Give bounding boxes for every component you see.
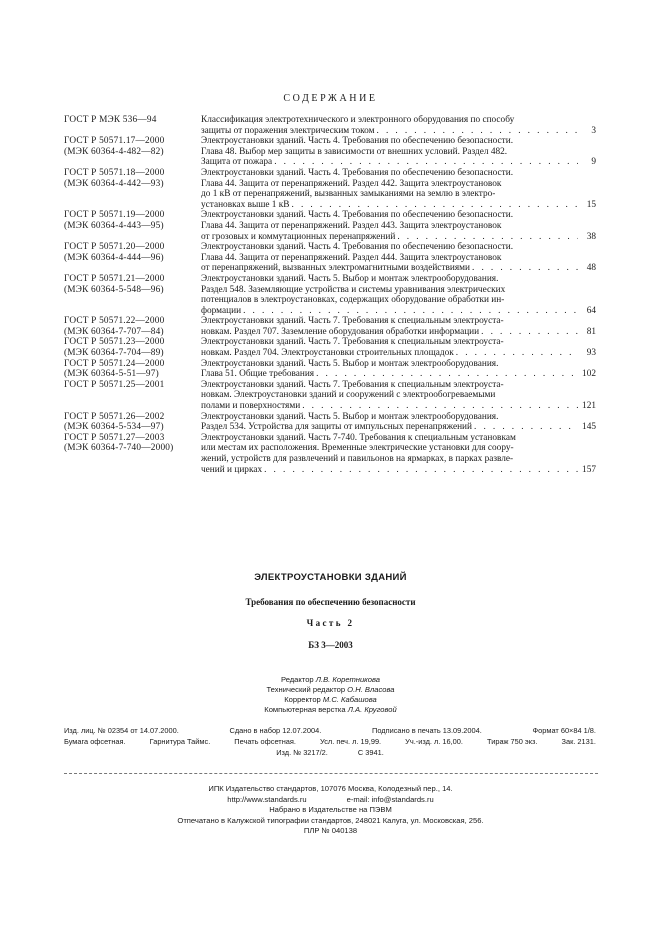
description-line: полами и поверхностями	[201, 401, 301, 412]
description-last-line	[201, 200, 596, 211]
description-line: Электроустановки зданий. Часть 4. Требования по обеспечению безопасности.	[201, 167, 514, 178]
imprint-item: Подписано в печать 13.09.2004.	[372, 726, 482, 735]
page-number: 102	[582, 369, 596, 380]
dot-leader	[274, 157, 578, 168]
description-line: установках выше 1 кВ	[201, 199, 290, 210]
dot-leader	[456, 348, 578, 359]
toc-entry-codes	[64, 380, 201, 412]
imprint-item: Формат 60×84 1/8.	[532, 726, 596, 735]
toc-entry-description	[201, 242, 596, 274]
standard-code: (МЭК 60364-4-442—93)	[64, 178, 164, 189]
description-line: новкам. Электроустановки зданий и сооружений с электрообогреваемыми	[201, 390, 496, 401]
toc-entry-description	[201, 380, 596, 412]
description-line: чений и цирках	[201, 464, 263, 475]
description-line: Классификация электротехнического и электронного оборудования по способу	[201, 115, 515, 125]
credit-row	[0, 695, 661, 705]
standard-code: ГОСТ Р МЭК 536—94	[64, 115, 157, 125]
standard-code: ГОСТ Р 50571.24—2000	[64, 358, 165, 369]
description-last-line	[201, 232, 596, 243]
standard-code: ГОСТ Р 50571.25—2001	[64, 379, 165, 390]
publisher-printed: Отпечатано в Калужской типографии стандартов, 248021 Калуга, ул. Московская, 256.	[177, 815, 484, 825]
standard-code: ГОСТ Р 50571.26—2002	[64, 411, 165, 422]
toc-entry-description	[201, 433, 596, 475]
credit-role: Компьютерная верстка	[264, 705, 346, 714]
toc-entry	[64, 115, 596, 136]
description-last-line	[201, 422, 596, 433]
toc-entry	[64, 337, 596, 358]
toc-entry	[64, 433, 596, 475]
imprint-line-1	[64, 726, 596, 737]
standard-code: (МЭК 60364-7-740—2000)	[64, 443, 174, 454]
standard-code: ГОСТ Р 50571.18—2000	[64, 167, 165, 178]
toc-entry-codes	[64, 412, 201, 433]
description-line: или местам их расположения. Временные электрические установки для соору-	[201, 443, 514, 454]
imprint-item: Бумага офсетная.	[64, 736, 126, 746]
imprint-item: Изд. № 3217/2.	[276, 747, 328, 757]
credit-name: О.Н. Власова	[347, 685, 395, 694]
toc-entry-codes	[64, 168, 201, 210]
toc-entry-codes	[64, 337, 201, 358]
toc-entry-description	[201, 412, 596, 433]
standard-code: ГОСТ Р 50571.23—2000	[64, 337, 165, 348]
credit-role: Редактор	[280, 675, 314, 684]
toc-title: СОДЕРЖАНИЕ	[283, 93, 378, 104]
credit-role: Корректор	[284, 695, 321, 704]
dot-leader	[481, 327, 578, 338]
page-number: 3	[591, 125, 596, 136]
toc-entry	[64, 242, 596, 274]
description-line: Раздел 534. Устройства для защиты от импульсных перенапряжений	[201, 422, 472, 433]
toc-entry-description	[201, 274, 596, 316]
description-line: Электроустановки зданий. Часть 7-740. Требования к специальным установкам	[201, 432, 516, 443]
description-line: Глава 44. Защита от перенапряжений. Раздел 443. Защита электроустановок	[201, 220, 502, 231]
dot-leader	[474, 422, 578, 433]
description-line: до 1 кВ от перенапряжений, вызванных замыканиями на землю в электро-	[201, 189, 496, 200]
description-line: Электроустановки зданий. Часть 4. Требования по обеспечению безопасности.	[201, 136, 514, 147]
credit-name: Л.А. Круговой	[347, 705, 397, 714]
toc-entry	[64, 274, 596, 316]
description-line: Глава 44. Защита от перенапряжений. Раздел 444. Защита электроустановок	[201, 252, 502, 263]
standard-code: ГОСТ Р 50571.21—2000	[64, 273, 165, 284]
standard-code: (МЭК 60364-7-704—89)	[64, 348, 164, 359]
imprint-item: Тираж 750 экз.	[487, 736, 538, 746]
page-number: 64	[586, 305, 596, 316]
toc-entry	[64, 380, 596, 412]
credits-block	[0, 675, 661, 715]
description-line: от перенапряжений, вызванных электромагнитными воздействиями	[201, 263, 470, 274]
description-line: Глава 51. Общие требования	[201, 369, 315, 380]
standard-code: ГОСТ Р 50571.22—2000	[64, 316, 165, 327]
description-line: новкам. Раздел 707. Заземление оборудования обработки информации	[201, 326, 480, 337]
toc-entry	[64, 210, 596, 242]
description-line: Электроустановки зданий. Часть 7. Требования к специальным электроуста-	[201, 337, 504, 348]
toc-entry	[64, 136, 596, 168]
description-last-line	[201, 465, 596, 476]
publisher-typeset: Набрано в Издательстве на ПЭВМ	[269, 805, 392, 814]
imprint-item: Усл. печ. л. 19,99.	[320, 736, 382, 746]
credit-name: М.С. Кабашова	[322, 695, 377, 704]
credit-row	[0, 675, 661, 685]
toc-entry-description	[201, 168, 596, 210]
description-line: формации	[201, 305, 242, 316]
book-part: Часть 2	[306, 618, 355, 628]
imprint-item: Изд. лиц. № 02354 от 14.07.2000.	[64, 726, 179, 735]
description-last-line	[201, 126, 596, 137]
toc-entry-codes	[64, 359, 201, 380]
description-line: жений, устройств для развлечений и павильонов на ярмарках, в парках развле-	[201, 454, 514, 464]
toc-entry-codes	[64, 433, 201, 475]
publisher-email: e-mail: info@standards.ru	[346, 794, 434, 804]
description-last-line	[201, 306, 596, 317]
page-number: 93	[586, 348, 596, 359]
description-last-line	[201, 157, 596, 168]
page-number: 15	[586, 199, 596, 210]
standard-code: ГОСТ Р 50571.27—2003	[64, 432, 165, 443]
standard-code: (МЭК 60364-5-534—97)	[64, 422, 164, 433]
imprint-line-2	[64, 737, 596, 748]
standard-code: (МЭК 60364-7-707—84)	[64, 326, 164, 337]
imprint-item: Зак. 2131.	[561, 736, 596, 746]
dot-leader	[302, 401, 578, 412]
toc-entry-description	[201, 136, 596, 168]
standard-code: ГОСТ Р 50571.17—2000	[64, 136, 165, 147]
toc-entry-description	[201, 359, 596, 380]
imprint-item: Уч.-изд. л. 16,00.	[405, 736, 463, 746]
page-number: 9	[591, 157, 596, 168]
page-number: 157	[582, 464, 596, 475]
description-line: Защита от пожара	[201, 157, 273, 168]
publisher-website: http://www.standards.ru	[227, 794, 307, 804]
toc-entry-description	[201, 337, 596, 358]
dot-leader	[243, 306, 578, 317]
dot-leader	[292, 200, 578, 211]
page-number: 145	[582, 422, 596, 433]
imprint-line-3	[64, 748, 596, 759]
page-number: 48	[586, 263, 596, 274]
imprint-item: Печать офсетная.	[234, 736, 296, 746]
imprint-item: С 3941.	[357, 747, 384, 757]
standard-code: ГОСТ Р 50571.19—2000	[64, 210, 165, 221]
description-last-line	[201, 401, 596, 412]
credit-row	[0, 685, 661, 695]
book-bz-number: БЗ 3—2003	[308, 640, 353, 650]
credit-name: Л.В. Коретникова	[315, 675, 381, 684]
description-line: Глава 48. Выбор мер защиты в зависимости от внешних условий. Раздел 482.	[201, 146, 508, 157]
standard-code: (МЭК 60364-4-443—95)	[64, 220, 164, 231]
toc-entry	[64, 412, 596, 433]
description-last-line	[201, 327, 596, 338]
toc-entry	[64, 359, 596, 380]
toc-entry	[64, 168, 596, 210]
toc-entry-codes	[64, 274, 201, 316]
description-last-line	[201, 263, 596, 274]
description-last-line	[201, 369, 596, 380]
standard-code: (МЭК 60364-4-482—82)	[64, 146, 164, 157]
credit-role: Технический редактор	[266, 685, 346, 694]
description-line: потенциалов в электроустановках, содержащих оборудование обработки ин-	[201, 295, 505, 306]
description-last-line	[201, 348, 596, 359]
dot-leader	[316, 369, 578, 380]
toc-entry-codes	[64, 242, 201, 274]
description-line: Электроустановки зданий. Часть 5. Выбор и монтаж электрооборудования.	[201, 411, 499, 422]
imprint-item: Гарнитура Таймс.	[149, 736, 211, 746]
publisher-contacts	[0, 795, 661, 806]
imprint-block	[64, 726, 596, 758]
description-line: от грозовых и коммутационных перенапряжений	[201, 231, 396, 242]
toc-entry-codes	[64, 210, 201, 242]
standard-code: (МЭК 60364-5-51—97)	[64, 369, 159, 380]
description-line: Электроустановки зданий. Часть 7. Требования к специальным электроуста-	[201, 316, 504, 327]
credit-row	[0, 705, 661, 715]
dot-leader	[264, 465, 578, 476]
table-of-contents	[64, 115, 596, 475]
toc-entry-description	[201, 210, 596, 242]
toc-entry	[64, 316, 596, 337]
description-line: Электроустановки зданий. Часть 4. Требования по обеспечению безопасности.	[201, 242, 514, 253]
dot-leader	[397, 232, 578, 243]
description-line: новкам. Раздел 704. Электроустановки строительных площадок	[201, 348, 454, 359]
standard-code: ГОСТ Р 50571.20—2000	[64, 242, 165, 253]
standard-code: (МЭК 60364-4-444—96)	[64, 252, 164, 263]
description-line: Раздел 548. Заземляющие устройства и системы уравнивания электрических	[201, 284, 506, 295]
standard-code: (МЭК 60364-5-548—96)	[64, 284, 164, 295]
book-subtitle: Требования по обеспечению безопасности	[245, 597, 416, 607]
dot-leader	[472, 263, 578, 274]
description-line: Электроустановки зданий. Часть 5. Выбор и монтаж электрооборудования.	[201, 273, 499, 284]
toc-entry-codes	[64, 115, 201, 136]
page-number: 121	[582, 401, 596, 412]
toc-entry-description	[201, 115, 596, 136]
publisher-plr: ПЛР № 040138	[303, 826, 358, 835]
page-number: 81	[586, 326, 596, 337]
dot-leader	[377, 126, 579, 137]
description-line: Электроустановки зданий. Часть 7. Требования к специальным электроуста-	[201, 379, 504, 390]
description-line: Электроустановки зданий. Часть 4. Требования по обеспечению безопасности.	[201, 210, 514, 221]
toc-entry-codes	[64, 136, 201, 168]
publisher-block	[0, 784, 661, 837]
divider	[64, 773, 598, 774]
description-line: защиты от поражения электрическим током	[201, 125, 375, 136]
book-title: ЭЛЕКТРОУСТАНОВКИ ЗДАНИЙ	[254, 572, 407, 583]
toc-entry-description	[201, 316, 596, 337]
page-number: 38	[586, 231, 596, 242]
description-line: Электроустановки зданий. Часть 5. Выбор и монтаж электрооборудования.	[201, 358, 499, 369]
publisher-address: ИПК Издательство стандартов, 107076 Москва, Колодезный пер., 14.	[208, 784, 453, 793]
toc-entry-codes	[64, 316, 201, 337]
imprint-item: Сдано в набор 12.07.2004.	[229, 726, 322, 735]
description-line: Глава 44. Защита от перенапряжений. Раздел 442. Защита электроустановок	[201, 178, 502, 189]
